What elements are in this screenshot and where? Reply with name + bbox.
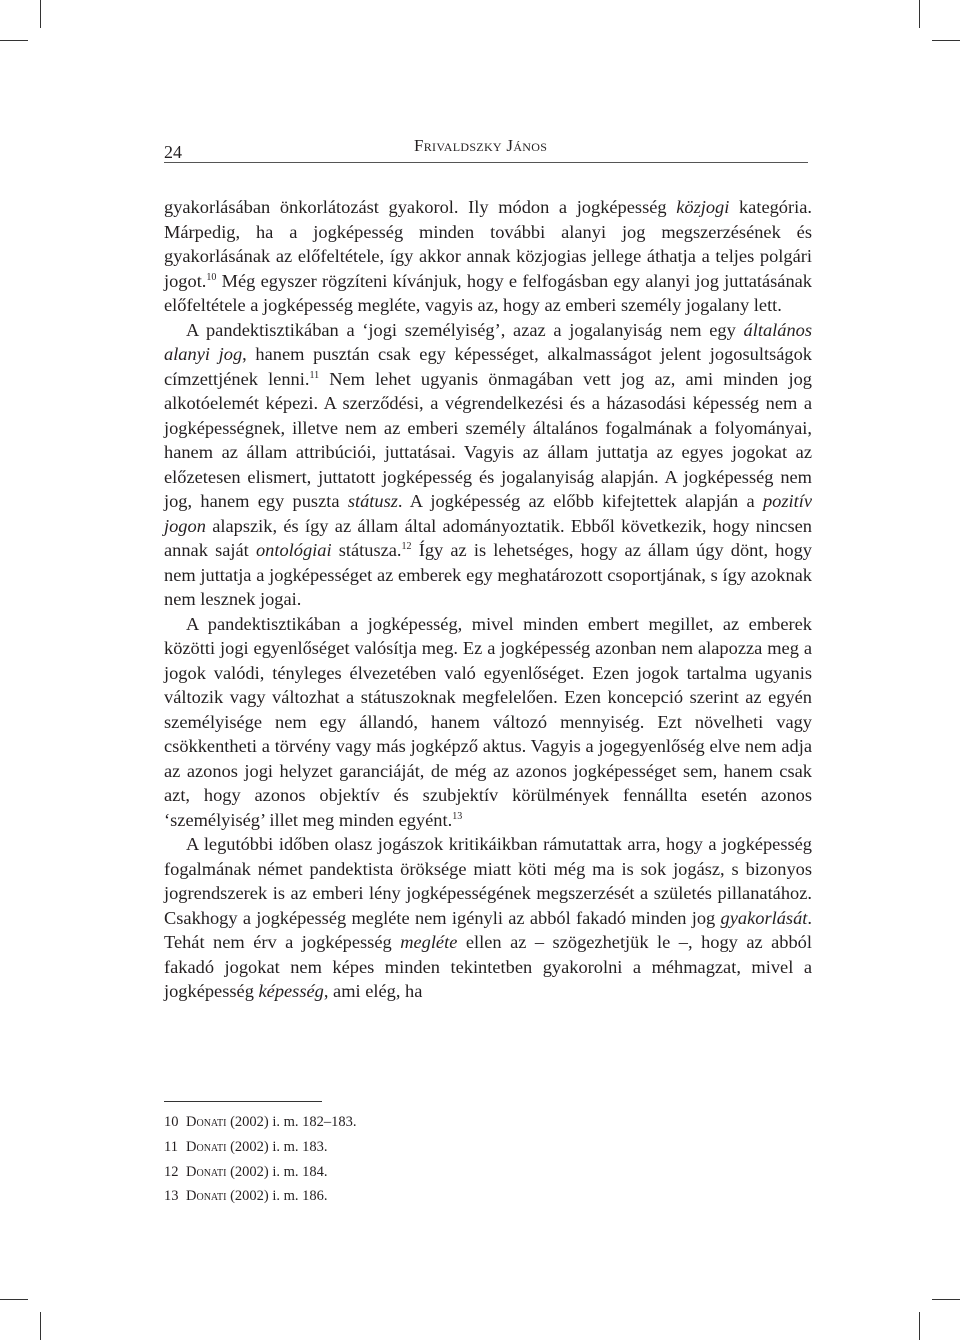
- text-segment: státusza.: [331, 540, 402, 560]
- text-segment: gyakorlásában önkorlátozást gyakorol. Ily módon a jogképesség: [164, 197, 677, 217]
- footnote-reference: 11: [309, 369, 320, 381]
- footnote: [164, 1160, 812, 1185]
- footnotes: [164, 1110, 812, 1209]
- footnote-reference-text: (2002) i. m. 183.: [230, 1138, 328, 1155]
- italic-text: ontológiai: [255, 540, 332, 560]
- crop-mark-bottom-left-horizontal: [0, 1299, 28, 1300]
- footnote-reference: 12: [401, 541, 412, 552]
- text-segment: A legutóbbi időben olasz jogászok kritikáikban rámutattak arra, hogy a jogképesség fogalmának német pandektista öröksége miatt köti még ma is sok jogász, s bizonyos jogrendszerek is az emberi lény jogképességének megszerzését a születés pillanatához. Csakhogy a jogképesség megléte nem igényli az abból fakadó minden jog: [164, 834, 812, 928]
- footnote: [164, 1184, 812, 1209]
- italic-text: közjogi: [676, 197, 730, 217]
- crop-mark-top-right-vertical: [919, 0, 920, 28]
- text-segment: , hanem pusztán csak egy képességet, alkalmasságot jelent jogosultságok címzettjének lenni.: [164, 344, 812, 389]
- footnote-number: 10: [164, 1114, 179, 1130]
- text-segment: , ami elég, ha: [323, 981, 423, 1001]
- footnote-author: Donati: [186, 1188, 227, 1205]
- crop-mark-bottom-right-vertical: [919, 1312, 920, 1340]
- body-text: [164, 195, 812, 1004]
- text-segment: ellen az – szögezhetjük le –, hogy az abból fakadó jogokat nem képes minden tekintetben gyakorolni a méhmagzat, mivel a jogképesség: [164, 932, 812, 1001]
- footnote: [164, 1110, 812, 1135]
- italic-text: gyakorlását: [720, 907, 808, 928]
- footnote-reference: 10: [206, 271, 217, 283]
- crop-mark-top-left-vertical: [40, 0, 41, 28]
- crop-mark-top-right-horizontal: [932, 40, 960, 41]
- paragraph: [164, 832, 812, 1004]
- footnote-author: Donati: [186, 1114, 227, 1130]
- running-head: Frivaldszky János: [414, 136, 548, 155]
- footnote-reference-text: (2002) i. m. 186.: [230, 1188, 328, 1205]
- paragraph: [164, 195, 812, 318]
- crop-mark-bottom-left-vertical: [40, 1312, 41, 1340]
- footnote-number: 13: [164, 1188, 179, 1205]
- italic-text: képesség: [258, 981, 324, 1001]
- crop-mark-bottom-right-horizontal: [932, 1299, 960, 1300]
- text-segment: Így az is lehetséges, hogy az állam úgy dönt, hogy nem juttatja a jogképességet az emberek egy meghatározott csoportjának, s így azoknak nem lesznek jogai.: [164, 540, 813, 609]
- footnote-reference-text: (2002) i. m. 182–183.: [230, 1114, 357, 1130]
- text-segment: kategória. Márpedig, ha a jogképesség minden további alanyi jog megszerzésének és gyakorlásának az előfeltétele, így akkor annak közjogias jellege áthatja a teljes polgári jogot.: [164, 197, 812, 291]
- footnote: [164, 1135, 812, 1160]
- footnote-number: 11: [164, 1138, 178, 1155]
- footnote-author: Donati: [186, 1138, 227, 1155]
- paragraph: [164, 318, 812, 612]
- crop-mark-top-left-horizontal: [0, 40, 28, 41]
- footnote-author: Donati: [186, 1163, 227, 1180]
- text-segment: alapszik, és így az állam által adományoztatik. Ebből következik, hogy nincsen annak saját: [164, 515, 812, 560]
- text-segment: . Tehát nem érv a jogképesség: [164, 907, 812, 952]
- text-segment: . A jogképesség az előbb kifejtettek alapján a: [397, 491, 763, 511]
- footnote-reference: 13: [452, 810, 463, 822]
- footnote-separator: [164, 1101, 322, 1102]
- footnote-number: 12: [164, 1163, 179, 1180]
- footnote-reference-text: (2002) i. m. 184.: [230, 1163, 328, 1180]
- italic-text: pozitív jogon: [164, 491, 812, 536]
- italic-text: státusz: [347, 491, 398, 511]
- text-segment: A pandektisztikában a jogképesség, mivel minden embert megillet, az emberek közötti jogi egyenlőséget valósítja meg. Ez a jogképesség azonban nem alapozza meg a jogok valódi, tényleges élvezetében való egyenlőséget. Ezen jogok tartalma ugyanis változik vagy változhat a státuszoknak megfelelően. Ezen koncepció szerint az egyén személyisége nem egy állandó, hanem változó mennyiség. Ezt növelheti vagy csökkentheti a törvény vagy más jogképző aktus. Vagyis a jogegyenlőség elve nem adja az azonos jogi helyzet garanciáját, de még az azonos jogképességet sem, hanem csak azt, hogy azonos objektív és szubjektív körülmények fennállta esetén azonos ‘személyiség’ illet meg minden egyént.: [164, 613, 812, 830]
- page-header: [164, 132, 808, 163]
- paragraph: [164, 612, 812, 833]
- page-number: 24: [164, 142, 182, 162]
- text-segment: A pandektisztikában a ‘jogi személyiség’, azaz a jogalanyiság nem egy: [186, 319, 744, 340]
- italic-text: általános alanyi jog: [164, 319, 812, 364]
- text-segment: Még egyszer rögzíteni kívánjuk, hogy e felfogásban egy alanyi jog juttatásának előfeltétele a jogképesség megléte, vagyis az, hogy az emberi személy jogalany lett.: [164, 270, 812, 315]
- text-segment: Nem lehet ugyanis önmagában vett jog az, ami minden jog alkotóelemét képezi. A szerződési, a végrendelkezési és a házasodási képesség nem a jogképességnek, illetve nem az emberi személy általános fogalmának a folyományai, hanem az állam attribúciói, juttatásai. Vagyis az állam juttatja az egyes jogokat az előzetesen elismert, juttatott jogképesség és jogalanyiság alapján. A jogképesség nem jog, hanem egy puszta: [164, 368, 812, 511]
- italic-text: megléte: [400, 932, 458, 952]
